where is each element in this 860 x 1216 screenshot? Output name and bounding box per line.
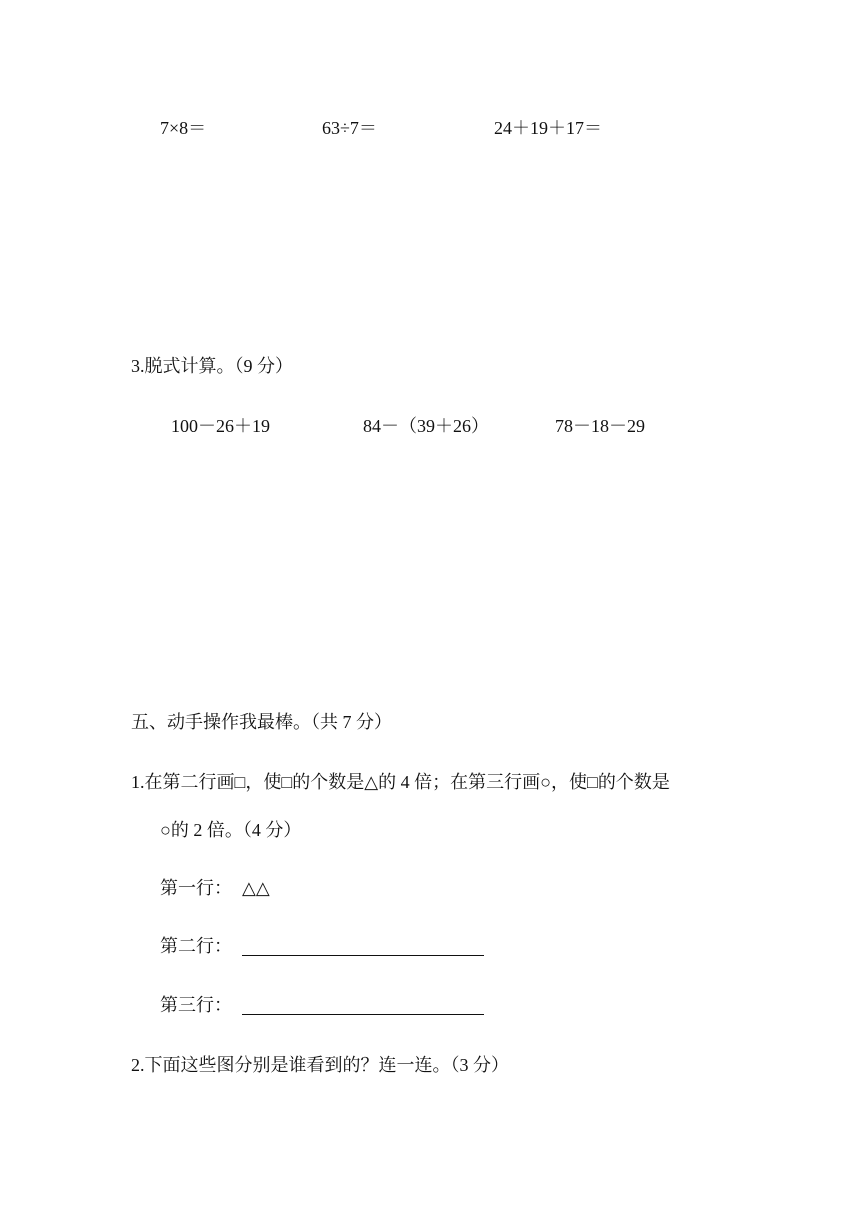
section3-title: 3.脱式计算。（9 分）	[131, 356, 293, 376]
row3-label: 第三行：	[160, 995, 232, 1015]
calc-item-3: 24＋19＋17＝	[494, 118, 602, 138]
section5-title: 五、动手操作我最棒。（共 7 分）	[131, 712, 392, 732]
calc-item-2: 63÷7＝	[322, 118, 377, 138]
question1-line2: ○的 2 倍。（4 分）	[160, 820, 302, 840]
calc-item-1: 7×8＝	[160, 118, 207, 138]
row1-label: 第一行：	[160, 878, 232, 898]
row1-triangles: △△	[242, 878, 270, 898]
question2-title: 2.下面这些图分别是谁看到的？连一连。（3 分）	[131, 1055, 509, 1075]
row3-answer-line[interactable]	[242, 1014, 484, 1015]
row2-answer-line[interactable]	[242, 955, 484, 956]
question1-line1: 1.在第二行画□，使□的个数是△的 4 倍；在第三行画○，使□的个数是	[131, 772, 670, 792]
expression-item-1: 100－26＋19	[171, 416, 270, 436]
row2-label: 第二行：	[160, 936, 232, 956]
expression-item-2: 84－（39＋26）	[363, 416, 489, 436]
expression-item-3: 78－18－29	[555, 416, 645, 436]
